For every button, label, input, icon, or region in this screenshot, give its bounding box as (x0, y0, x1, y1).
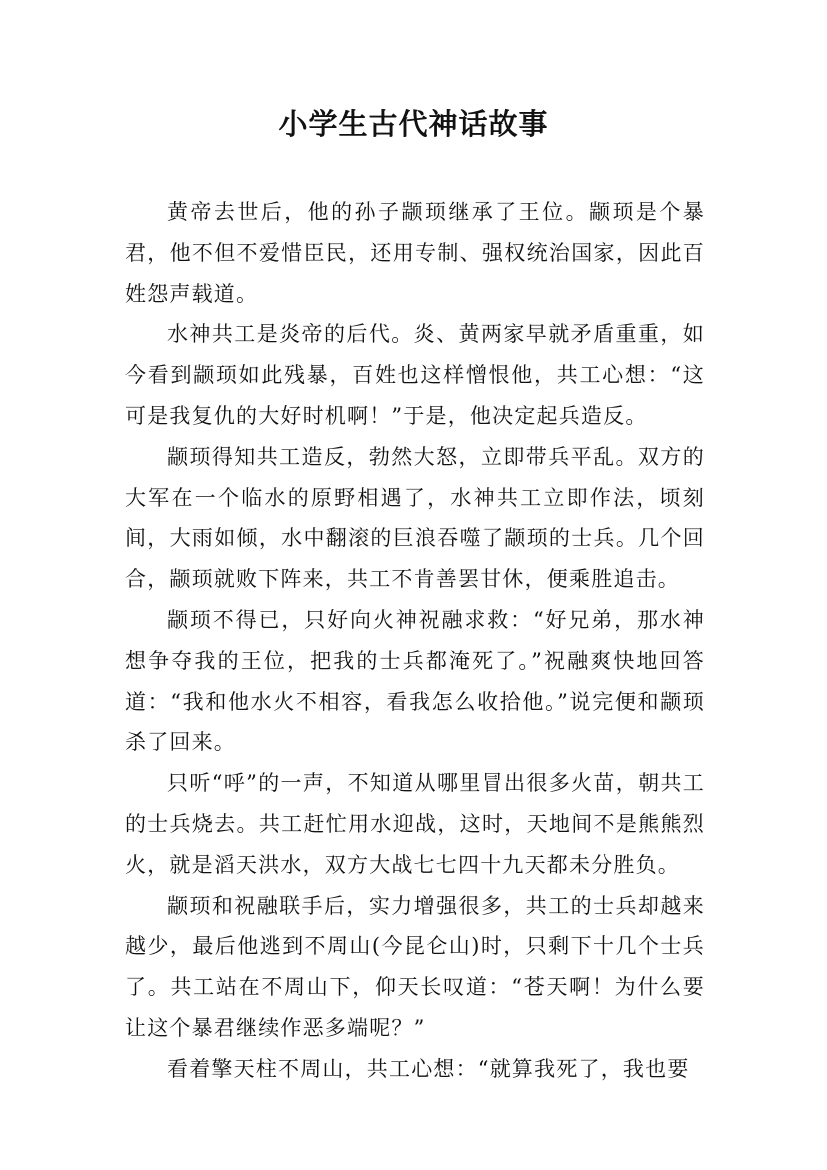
document-body (125, 192, 705, 1090)
paragraph-5: 只听“呼”的一声，不知道从哪里冒出很多火苗，朝共工的士兵烧去。共工赶忙用水迎战，这时，天地间不是熊熊烈火，就是滔天洪水，双方大战七七四十九天都未分胜负。 (125, 771, 705, 877)
paragraph-4: 颛顼不得已，只好向火神祝融求救：“好兄弟，那水神想争夺我的王位，把我的士兵都淹死了。”祝融爽快地回答道：“我和他水火不相容，看我怎么收拾他。”说完便和颛顼杀了回来。 (125, 607, 705, 755)
paragraph-2: 水神共工是炎帝的后代。炎、黄两家早就矛盾重重，如今看到颛顼如此残暴，百姓也这样憎恨他，共工心想：“这可是我复仇的大好时机啊！”于是，他决定起兵造反。 (125, 322, 705, 428)
paragraph-7: 看着擎天柱不周山，共工心想：“就算我死了，我也要 (167, 1056, 690, 1081)
paragraph-1: 黄帝去世后，他的孙子颛顼继承了王位。颛顼是个暴君，他不但不爱惜臣民，还用专制、强权统治国家，因此百姓怨声载道。 (125, 200, 705, 306)
document-title: 小学生古代神话故事 (278, 107, 549, 141)
paragraph-6: 颛顼和祝融联手后，实力增强很多，共工的士兵却越来越少，最后他逃到不周山(今昆仑山)时，只剩下十几个士兵了。共工站在不周山下，仰天长叹道：“苍天啊！为什么要让这个暴君继续作恶多端呢？” (125, 893, 705, 1040)
paragraph-3: 颛顼得知共工造反，勃然大怒，立即带兵平乱。双方的大军在一个临水的原野相遇了，水神共工立即作法，顷刻间，大雨如倾，水中翻滚的巨浪吞噬了颛顼的士兵。几个回合，颛顼就败下阵来，共工不肯善罢甘休，便乘胜追击。 (125, 444, 705, 592)
